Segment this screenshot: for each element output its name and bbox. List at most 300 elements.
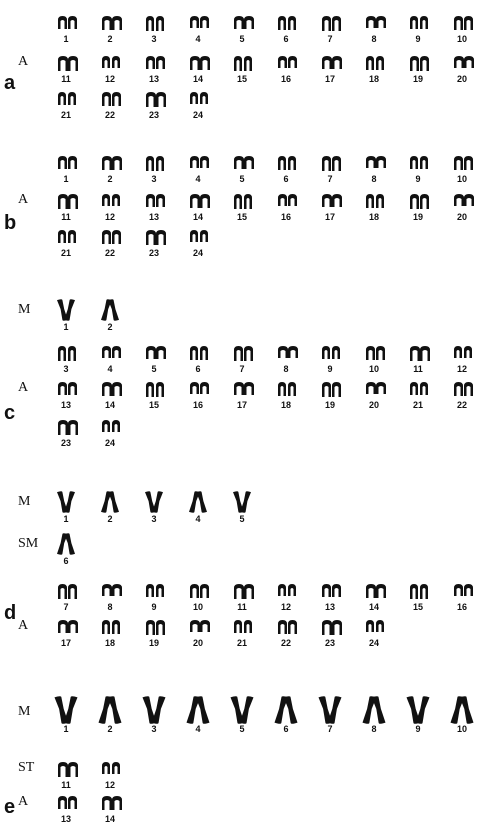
chromosome-number: 9 (327, 364, 333, 374)
chromosome-number: 3 (151, 724, 157, 734)
chromosome-icon (184, 614, 212, 638)
chromosome-pair (228, 614, 256, 650)
chromosome-icon (316, 700, 344, 724)
chromosome-icon (404, 150, 432, 174)
chromosome-icon (52, 10, 80, 34)
chromosome-pair (140, 340, 168, 376)
chromosome-icon (184, 224, 212, 248)
panel-letter-d: d (4, 602, 17, 624)
chromosome-icon (52, 188, 80, 212)
chromosome-number: 12 (104, 212, 115, 222)
row-label: A (18, 618, 29, 633)
chromosome-number: 16 (280, 212, 291, 222)
chromosome-number: 23 (148, 110, 159, 120)
chromosome-number: 19 (412, 212, 423, 222)
chromosome-number: 10 (456, 724, 467, 734)
chromosome-pair (448, 150, 476, 186)
chromosome-icon (96, 10, 124, 34)
chromosome-number: 13 (60, 400, 71, 410)
chromosome-pair (316, 50, 344, 86)
chromosome-number: 10 (456, 34, 467, 44)
chromosome-icon (404, 376, 432, 400)
chromosome-pair (52, 188, 80, 224)
chromosome-icon (360, 376, 388, 400)
chromosome-icon (316, 188, 344, 212)
chromosome-icon (184, 700, 212, 724)
row-label: A (18, 192, 29, 207)
chromosome-pair (140, 490, 168, 526)
chromosome-icon (96, 414, 124, 438)
chromosome-pair (272, 10, 300, 46)
chromosome-pair (228, 188, 256, 224)
chromosome-number: 8 (371, 174, 377, 184)
chromosome-pair (52, 490, 80, 526)
chromosome-number: 20 (192, 638, 203, 648)
chromosome-icon (360, 150, 388, 174)
chromosome-icon (448, 10, 476, 34)
chromosome-pair (228, 490, 256, 526)
chromosome-icon (52, 86, 80, 110)
chromosome-icon (184, 86, 212, 110)
chromosome-number: 24 (192, 248, 203, 258)
chromosome-number: 22 (104, 248, 115, 258)
chromosome-number: 11 (61, 780, 71, 790)
chromosome-pair (272, 188, 300, 224)
chromosome-number: 23 (148, 248, 159, 258)
chromosome-number: 24 (104, 438, 115, 448)
chromosome-icon (96, 86, 124, 110)
chromosome-pair (52, 700, 80, 736)
chromosome-number: 1 (63, 514, 69, 524)
chromosome-pair (140, 86, 168, 122)
chromosome-pair (96, 756, 124, 792)
chromosome-pair (228, 376, 256, 412)
chromosome-pair (184, 614, 212, 650)
chromosome-pair (316, 10, 344, 46)
chromosome-pair (404, 50, 432, 86)
chromosome-pair (228, 578, 256, 614)
chromosome-icon (52, 298, 80, 322)
chromosome-icon (272, 614, 300, 638)
chromosome-icon (448, 376, 476, 400)
chromosome-icon (140, 700, 168, 724)
chromosome-number: 3 (151, 34, 157, 44)
chromosome-pair (184, 578, 212, 614)
chromosome-number: 1 (63, 174, 69, 184)
chromosome-icon (52, 532, 80, 556)
chromosome-number: 7 (327, 724, 333, 734)
chromosome-pair (52, 532, 80, 568)
chromosome-icon (96, 790, 124, 814)
chromosome-icon (140, 50, 168, 74)
chromosome-pair (140, 150, 168, 186)
row-label: SM (18, 536, 39, 551)
chromosome-number: 13 (324, 602, 335, 612)
chromosome-number: 22 (280, 638, 291, 648)
chromosome-number: 11 (237, 602, 247, 612)
chromosome-pair (140, 50, 168, 86)
chromosome-icon (448, 578, 476, 602)
chromosome-icon (52, 756, 80, 780)
chromosome-number: 19 (324, 400, 335, 410)
chromosome-pair (272, 150, 300, 186)
chromosome-number: 10 (368, 364, 379, 374)
chromosome-pair (316, 614, 344, 650)
chromosome-pair (52, 756, 80, 792)
chromosome-number: 18 (368, 74, 379, 84)
chromosome-icon (404, 50, 432, 74)
chromosome-number: 14 (192, 212, 203, 222)
chromosome-number: 9 (415, 724, 421, 734)
chromosome-number: 21 (236, 638, 247, 648)
chromosome-number: 5 (151, 364, 157, 374)
chromosome-pair (140, 10, 168, 46)
chromosome-number: 21 (60, 248, 71, 258)
chromosome-icon (96, 490, 124, 514)
chromosome-number: 2 (107, 34, 113, 44)
chromosome-number: 3 (63, 364, 69, 374)
chromosome-pair (96, 414, 124, 450)
chromosome-icon (316, 50, 344, 74)
chromosome-number: 20 (456, 74, 467, 84)
chromosome-pair (360, 376, 388, 412)
row-label: ST (18, 760, 35, 775)
chromosome-pair (96, 298, 124, 334)
chromosome-icon (316, 150, 344, 174)
chromosome-number: 14 (104, 814, 115, 824)
chromosome-icon (52, 414, 80, 438)
chromosome-icon (316, 578, 344, 602)
chromosome-pair (140, 614, 168, 650)
chromosome-pair (96, 614, 124, 650)
chromosome-pair (448, 376, 476, 412)
chromosome-pair (228, 340, 256, 376)
chromosome-icon (140, 10, 168, 34)
chromosome-icon (272, 50, 300, 74)
chromosome-pair (52, 224, 80, 260)
chromosome-icon (140, 376, 168, 400)
chromosome-icon (140, 578, 168, 602)
panel-letter-c: c (4, 402, 16, 424)
chromosome-icon (316, 10, 344, 34)
chromosome-icon (52, 50, 80, 74)
chromosome-pair (184, 150, 212, 186)
chromosome-pair (140, 188, 168, 224)
chromosome-icon (448, 700, 476, 724)
chromosome-pair (184, 188, 212, 224)
chromosome-number: 8 (371, 34, 377, 44)
chromosome-icon (96, 756, 124, 780)
chromosome-icon (272, 578, 300, 602)
chromosome-icon (52, 700, 80, 724)
chromosome-pair (360, 340, 388, 376)
chromosome-icon (404, 700, 432, 724)
chromosome-number: 6 (283, 724, 289, 734)
row-label: M (18, 302, 31, 317)
chromosome-pair (52, 10, 80, 46)
chromosome-icon (96, 150, 124, 174)
chromosome-number: 11 (61, 212, 71, 222)
chromosome-pair (316, 188, 344, 224)
chromosome-number: 9 (415, 174, 421, 184)
chromosome-icon (184, 340, 212, 364)
chromosome-icon (52, 150, 80, 174)
chromosome-number: 17 (324, 74, 335, 84)
chromosome-number: 7 (63, 602, 69, 612)
chromosome-pair (360, 150, 388, 186)
chromosome-icon (96, 188, 124, 212)
chromosome-icon (96, 224, 124, 248)
chromosome-number: 9 (151, 602, 157, 612)
chromosome-pair (448, 700, 476, 736)
chromosome-number: 7 (239, 364, 245, 374)
chromosome-number: 14 (104, 400, 115, 410)
chromosome-icon (448, 188, 476, 212)
chromosome-icon (184, 50, 212, 74)
chromosome-icon (272, 376, 300, 400)
chromosome-number: 21 (60, 110, 71, 120)
chromosome-pair (96, 700, 124, 736)
chromosome-icon (52, 614, 80, 638)
chromosome-pair (52, 50, 80, 86)
chromosome-number: 6 (283, 34, 289, 44)
chromosome-icon (228, 490, 256, 514)
chromosome-number: 4 (195, 34, 201, 44)
chromosome-icon (96, 578, 124, 602)
chromosome-number: 22 (104, 110, 115, 120)
chromosome-number: 15 (236, 74, 247, 84)
chromosome-pair (404, 150, 432, 186)
chromosome-number: 1 (63, 724, 69, 734)
chromosome-pair (184, 86, 212, 122)
chromosome-number: 15 (148, 400, 159, 410)
chromosome-number: 12 (456, 364, 467, 374)
chromosome-pair (96, 578, 124, 614)
chromosome-icon (360, 614, 388, 638)
chromosome-number: 19 (148, 638, 159, 648)
chromosome-icon (228, 50, 256, 74)
chromosome-number: 11 (413, 364, 423, 374)
chromosome-pair (448, 50, 476, 86)
chromosome-pair (228, 150, 256, 186)
chromosome-pair (360, 700, 388, 736)
chromosome-pair (272, 50, 300, 86)
chromosome-number: 20 (456, 212, 467, 222)
chromosome-icon (228, 10, 256, 34)
chromosome-pair (140, 578, 168, 614)
chromosome-pair (96, 224, 124, 260)
chromosome-number: 6 (283, 174, 289, 184)
chromosome-icon (228, 376, 256, 400)
chromosome-pair (52, 414, 80, 450)
chromosome-pair (52, 86, 80, 122)
chromosome-icon (96, 700, 124, 724)
chromosome-number: 22 (456, 400, 467, 410)
chromosome-pair (228, 700, 256, 736)
chromosome-number: 18 (368, 212, 379, 222)
chromosome-icon (96, 376, 124, 400)
chromosome-number: 21 (412, 400, 423, 410)
row-label: M (18, 704, 31, 719)
chromosome-pair (448, 10, 476, 46)
chromosome-icon (184, 376, 212, 400)
chromosome-pair (404, 700, 432, 736)
chromosome-pair (228, 10, 256, 46)
chromosome-pair (360, 10, 388, 46)
chromosome-number: 5 (239, 174, 245, 184)
chromosome-number: 12 (280, 602, 291, 612)
chromosome-icon (140, 150, 168, 174)
chromosome-pair (184, 700, 212, 736)
chromosome-number: 3 (151, 174, 157, 184)
chromosome-number: 13 (148, 212, 159, 222)
chromosome-number: 7 (327, 34, 333, 44)
chromosome-number: 2 (107, 322, 113, 332)
panel-letter-a: a (4, 72, 16, 94)
row-label: A (18, 380, 29, 395)
chromosome-number: 16 (280, 74, 291, 84)
row-label: A (18, 54, 29, 69)
chromosome-pair (52, 790, 80, 826)
chromosome-icon (272, 188, 300, 212)
chromosome-pair (184, 224, 212, 260)
chromosome-number: 6 (63, 556, 69, 566)
chromosome-icon (184, 578, 212, 602)
chromosome-icon (52, 340, 80, 364)
chromosome-number: 2 (107, 174, 113, 184)
chromosome-pair (272, 376, 300, 412)
chromosome-pair (52, 578, 80, 614)
chromosome-pair (96, 50, 124, 86)
chromosome-number: 24 (368, 638, 379, 648)
chromosome-icon (140, 490, 168, 514)
chromosome-icon (52, 578, 80, 602)
chromosome-number: 8 (283, 364, 289, 374)
chromosome-number: 3 (151, 514, 157, 524)
chromosome-number: 19 (412, 74, 423, 84)
chromosome-number: 15 (412, 602, 423, 612)
chromosome-number: 4 (195, 174, 201, 184)
chromosome-number: 24 (192, 110, 203, 120)
panel-letter-b: b (4, 212, 17, 234)
chromosome-number: 17 (236, 400, 247, 410)
chromosome-icon (360, 700, 388, 724)
chromosome-pair (404, 578, 432, 614)
chromosome-number: 14 (368, 602, 379, 612)
chromosome-pair (184, 376, 212, 412)
chromosome-number: 1 (63, 34, 69, 44)
chromosome-icon (272, 150, 300, 174)
chromosome-icon (448, 50, 476, 74)
chromosome-number: 12 (104, 74, 115, 84)
chromosome-pair (404, 188, 432, 224)
chromosome-pair (96, 340, 124, 376)
chromosome-pair (96, 150, 124, 186)
chromosome-pair (140, 224, 168, 260)
chromosome-icon (360, 50, 388, 74)
chromosome-number: 15 (236, 212, 247, 222)
chromosome-icon (140, 340, 168, 364)
chromosome-pair (96, 86, 124, 122)
chromosome-icon (96, 340, 124, 364)
chromosome-number: 7 (327, 174, 333, 184)
chromosome-icon (52, 790, 80, 814)
chromosome-icon (140, 86, 168, 110)
chromosome-pair (404, 376, 432, 412)
chromosome-icon (272, 340, 300, 364)
chromosome-icon (96, 298, 124, 322)
chromosome-number: 12 (104, 780, 115, 790)
chromosome-number: 2 (107, 724, 113, 734)
chromosome-icon (228, 150, 256, 174)
chromosome-pair (52, 614, 80, 650)
chromosome-pair (96, 188, 124, 224)
chromosome-number: 18 (280, 400, 291, 410)
chromosome-icon (140, 614, 168, 638)
chromosome-number: 13 (60, 814, 71, 824)
chromosome-pair (448, 188, 476, 224)
chromosome-number: 17 (324, 212, 335, 222)
chromosome-pair (184, 490, 212, 526)
chromosome-pair (448, 340, 476, 376)
chromosome-icon (140, 188, 168, 212)
chromosome-number: 2 (107, 514, 113, 524)
chromosome-number: 4 (195, 724, 201, 734)
chromosome-pair (404, 10, 432, 46)
chromosome-icon (360, 340, 388, 364)
chromosome-pair (140, 376, 168, 412)
row-label: M (18, 494, 31, 509)
chromosome-pair (448, 578, 476, 614)
chromosome-icon (316, 340, 344, 364)
chromosome-pair (184, 50, 212, 86)
chromosome-pair (184, 10, 212, 46)
chromosome-number: 14 (192, 74, 203, 84)
chromosome-pair (96, 790, 124, 826)
chromosome-number: 4 (195, 514, 201, 524)
chromosome-pair (272, 340, 300, 376)
chromosome-pair (272, 700, 300, 736)
chromosome-pair (360, 188, 388, 224)
chromosome-pair (404, 340, 432, 376)
chromosome-icon (448, 150, 476, 174)
chromosome-pair (272, 578, 300, 614)
chromosome-pair (52, 376, 80, 412)
chromosome-icon (228, 340, 256, 364)
chromosome-number: 5 (239, 724, 245, 734)
chromosome-pair (360, 50, 388, 86)
chromosome-icon (404, 340, 432, 364)
chromosome-pair (316, 150, 344, 186)
chromosome-number: 5 (239, 34, 245, 44)
chromosome-icon (360, 578, 388, 602)
chromosome-pair (184, 340, 212, 376)
chromosome-number: 4 (107, 364, 113, 374)
chromosome-icon (272, 10, 300, 34)
chromosome-number: 10 (192, 602, 203, 612)
chromosome-pair (272, 614, 300, 650)
chromosome-icon (316, 376, 344, 400)
chromosome-pair (140, 700, 168, 736)
chromosome-icon (272, 700, 300, 724)
chromosome-icon (228, 614, 256, 638)
row-label: A (18, 794, 29, 809)
chromosome-icon (184, 188, 212, 212)
chromosome-icon (316, 614, 344, 638)
chromosome-pair (96, 490, 124, 526)
chromosome-icon (404, 188, 432, 212)
chromosome-number: 11 (61, 74, 71, 84)
